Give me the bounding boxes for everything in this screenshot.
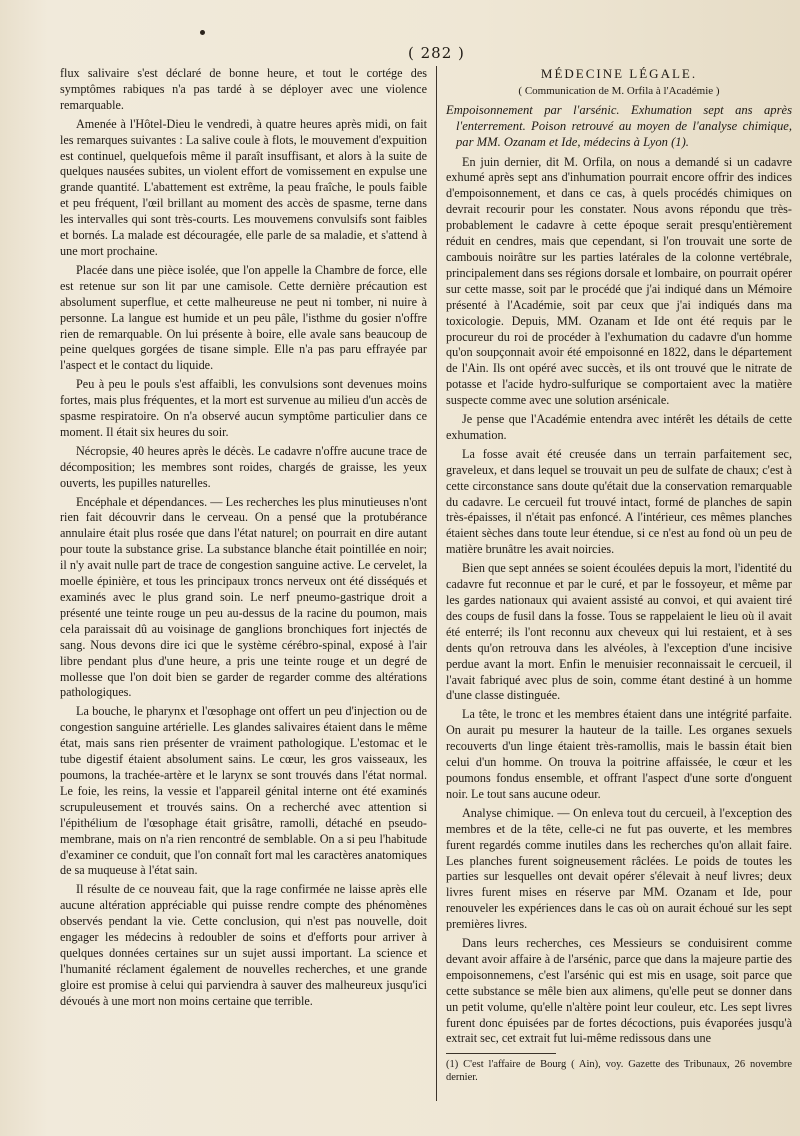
paragraph: En juin dernier, dit M. Orfila, on nous a demandé si un cadavre exhumé après sept ans d'inhumation pourrait encore offrir des indices d'empoisonnement, et dans ce cas, à quels procédés chimiques on devrait recourir pour les constater. Nous avons répondu que très-probablement le cadavre à cette époque serait presqu'entièrement réduit en cendres, mais que cependant, si l'on trouvait une sorte de cambouis noirâtre sur les parties latérales de la colonne vertébrale, principalement dans ses régions dorsale et lombaire, on pourrait opérer sur cette masse, soit par le procédé que j'ai indiqué dans un Mémoire présenté à l'Académie, soit par ceux que j'ai indiqués dans ma toxicologie. Depuis, MM. Ozanam et Ide ont été requis par le procureur du roi de procéder à l'exhumation du cadavre d'un homme qu'on soupçonnait avoir été empoisonné en 1822, dans le département de l'Ain. Ils ont opéré avec succès, et ils ont trouvé que le nitrate de potasse et l'acide hydro-sulfurique se comportaient avec la matière suspecte comme avec une solution arsénicale. [446,154,792,408]
paragraph: Peu à peu le pouls s'est affaibli, les convulsions sont devenues moins fortes, mais plus fréquentes, et la mort est survenue au milieu d'un accès de spasme respiratoire. On n'a observé aucun symptôme particulier dans ce moment. Il était six heures du soir. [60,377,427,439]
paragraph: Placée dans une pièce isolée, que l'on appelle la Chambre de force, elle est retenue sur son lit par une camisole. Cette dernière précaution est absolument superflue, et cette malheureuse ne peut ni tomber, ni nuire à personne. La langue est humide et un peu pâle, l'isthme du gosier n'offre rien de remarquable. On lui présente à boire, elle avale sans beaucoup de peine quelques gorgées de tisane simple. Elle n'a pas paru effrayée par l'aspect et le contact du liquide. [60,262,427,373]
paragraph: Bien que sept années se soient écoulées depuis la mort, l'identité du cadavre fut reconnue et par le curé, et par le fossoyeur, et même par les gardes nationaux qui avaient assisté au convoi, et qui avaient tiré des coups de fusil dans la fosse. Tous se rappelaient le lieu où il avait été enterré; ils l'ont reconnu aux cheveux qui lui restaient, et à ses dents qu'on retrouva dans les alvéoles, à l'exception d'une incisive perdue avant la mort. Enfin le menuisier reconnaissait le cercueil, il l'avait fabriqué avec plus de soin, comme étant destiné à un homme d'une classe distinguée. [446,561,792,703]
paragraph: Amenée à l'Hôtel-Dieu le vendredi, à quatre heures après midi, on fait les remarques suivantes : La salive coule à flots, le mouvement d'expuition est continuel, quelquefois même il paraît insuffisant, et alors à la suite de quelques nausées subites, un violent effort de vomissement en expulse une grande quantité. L'abattement est extrême, la peau fraîche, le pouls faible et peu fréquent, l'œil brillant au moment des accès de spasme, terne dans les intervalles qui sont très-courts. Les mouvemens convulsifs sont faibles et bornés. La malade est découragée, elle parle de sa maladie, et s'attend à une mort prochaine. [60,116,427,258]
column-divider [436,66,437,1101]
section-title: MÉDECINE LÉGALE. [540,66,698,81]
paragraph: La tête, le tronc et les membres étaient dans une intégrité parfaite. On aurait pu mesurer la hauteur de la taille. Les organes sexuels recouverts d'un linge étaient très-ramollis, mais le bassin était bien celui d'un homme. On trouva la poitrine affaissée, le cœur et les poumons fondus ensemble, et offrant l'aspect d'une sorte d'onguent noir. Le tout sans aucune odeur. [446,707,792,801]
paragraph: Il résulte de ce nouveau fait, que la rage confirmée ne laisse après elle aucune altération appréciable qui puisse rendre compte des phénomènes observés pendant la vie. Cette conclusion, qui n'est pas nouvelle, doit engager les médecins à redoubler de soins et d'efforts pour arriver à quelques données certaines sur un sujet aussi important. La science et l'humanité réclament également de nouvelles recherches, et une grande gloire est promise à celui qui parviendra à sauver des malheureux jusqu'ici dévoués à une mort non moins certaine que terrible. [60,882,427,1008]
paragraph: La bouche, le pharynx et l'œsophage ont offert un peu d'injection ou de congestion sanguine artérielle. Les glandes salivaires étaient dans le même état, mais sans rien présenter de vraiment pathologique. L'estomac et le tube digestif étaient absolument sains. Le cœur, les gros vaisseaux, les poumons, la trachée-artère et le larynx se sont trouvés dans l'état normal. Le foie, les reins, la vessie et l'appareil génital interne ont été examinés scrupuleusement et trouvés sains. On a recherché avec attention si l'épithélium de l'œsophage était grisâtre, ramolli, détaché en pseudo-membrane, mais on n'a rien rencontré de semblable. On a si peu l'habitude d'examiner ce conduit, que l'on connaît fort mal les caractères anatomiques de sa muqueuse à l'état sain. [60,704,427,878]
paragraph: Dans leurs recherches, ces Messieurs se conduisirent comme devant avoir affaire à de l'arsénic, parce que dans la majeure partie des empoisonnemens, c'est l'arsénic qui est mis en usage, soit parce que cette substance se mêle bien aux alimens, qu'elle peut se donner dans un petit volume, qu'elle n'altère point leur couleur, etc. Les sept livres furent donc épuisées par de fortes décoctions, puis évaporées jusqu'à extrait sec, cet extrait fut lui-même redissous dans une [446,936,792,1046]
paragraph: flux salivaire s'est déclaré de bonne heure, et tout le cortége des symptômes rabiques n'a pas tardé à se déployer avec une violence remarquable. [60,66,427,112]
paragraph: Nécropsie, 40 heures après le décès. Le cadavre n'offre aucune trace de décomposition; les membres sont roides, chargés de graisse, les yeux ouverts, les pupilles naturelles. [60,443,427,490]
ink-dot [200,30,205,35]
communication-note: ( Communication de M. Orfila à l'Académie ) [518,84,720,97]
paragraph: Je pense que l'Académie entendra avec intérêt les détails de cette exhumation. [446,412,792,442]
paragraph: Analyse chimique. — On enleva tout du cercueil, à l'exception des membres et de la tête, celle-ci ne fut pas ouverte, et les membres furent regardés comme inutiles dans les recherches qu'on allait faire. Les planches furent soigneusement râclées. Le poids de toutes les parties sur lesquelles ont devait opérer s'élevait à neuf livres; deux livres furent mises en réserve par MM. Ozanam et Ide, pour renouveler les expériences dans le cas où on aurait échoué sur les sept premières livres. [446,805,792,932]
right-column [446,66,792,1084]
paragraph: La fosse avait été creusée dans un terrain parfaitement sec, graveleux, et dans lequel se trouvait un peu de sulfate de chaux; c'est à cette circonstance sans doute qu'était due la conservation remarquable du cadavre. Le cercueil fut trouvé intact, formé de planches de sapin très-épaisses, il n'était pas enfoncé. A l'intérieur, ces mêmes planches étaient sèches dans toute leur étendue, si ce n'est au fond où un peu de matière brunâtre les avait noircies. [446,446,792,557]
article-title: Empoisonnement par l'arsénic. Exhumation sept ans après l'enterrement. Poison retrouvé au moyen de l'analyse chimique, par MM. Ozanam et Ide, médecins à Lyon (1). [446,102,792,149]
page-number: ( 282 ) [408,44,465,62]
footnote: (1) C'est l'affaire de Bourg ( Ain), voy. Gazette des Tribunaux, 26 novembre dernier. [446,1059,792,1084]
footnote-rule [446,1053,556,1054]
paragraph: Encéphale et dépendances. — Les recherches les plus minutieuses n'ont rien fait découvrir dans le cerveau. On a pensé que la protubérance annulaire était plus rosée que dans l'état naturel; on pourrait en dire autant pour toute la substance grise. La substance blanche était pointillée en noir; il n'y avait nulle part de trace de congestion sanguine active. Le cervelet, la moelle épinière, et tous les principaux troncs nerveux ont été disséqués et examinés avec le plus grand soin. Le nerf pneumo-gastrique droit a présenté une teinte rouge un peu au-dessus de la racine du poumon, mais cela paraissait dû au voisinage de ganglions bronchiques fort injectés de sang. Nous devons dire ici que le système cérébro-spinal, exposé à l'air libre pendant plus d'une heure, a pris une teinte rouge et un degré de mollesse que l'on doit bien se garder de regarder comme des altérations pathologiques. [60,494,427,700]
left-column [60,66,427,1013]
